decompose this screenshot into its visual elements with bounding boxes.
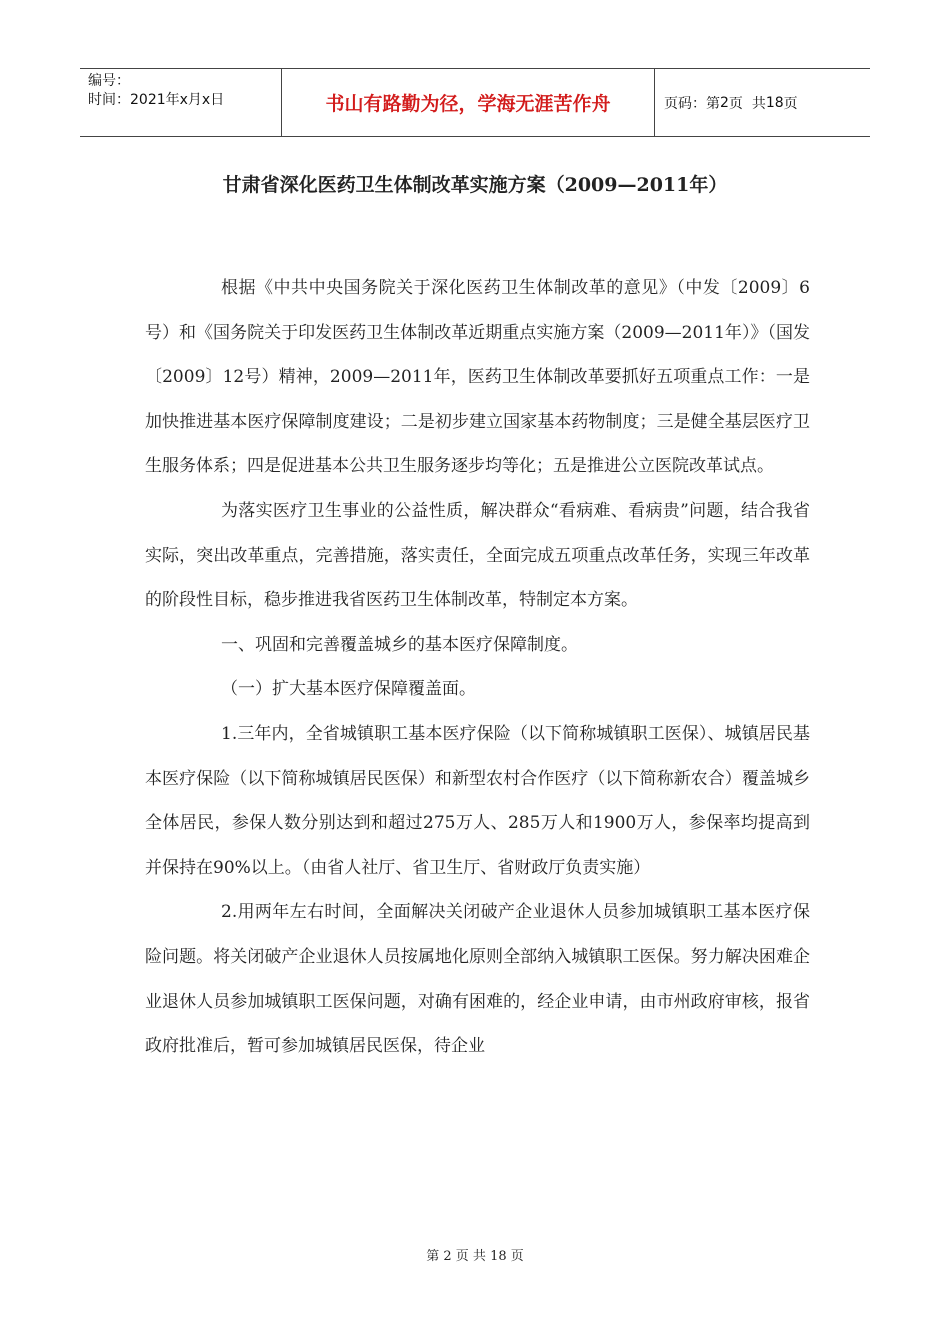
page-current: 2 <box>720 94 729 111</box>
subsection-heading: （一）扩大基本医疗保障覆盖面。 <box>221 679 476 700</box>
page-total: 18 <box>765 94 784 111</box>
footer-current: 2 <box>443 1249 452 1264</box>
document-title: 甘肃省深化医药卫生体制改革实施方案（2009—2011年） <box>222 174 728 196</box>
footer-suffix: 页 <box>506 1249 524 1264</box>
document-number-label: 编号： <box>88 73 130 89</box>
footer-mid: 页 共 <box>451 1249 491 1264</box>
page-footer <box>0 1245 950 1264</box>
document-body <box>145 266 810 1069</box>
page-suffix: 页 <box>783 95 798 112</box>
footer-prefix: 第 <box>426 1249 444 1264</box>
page-header <box>80 68 870 137</box>
paragraph: 根据《中共中央国务院关于深化医药卫生体制改革的意见》（中发〔2009〕6号）和《国务院关于印发医药卫生体制改革近期重点实施方案（2009—2011年）》（国发〔2009〕12号）精神，2009—2011年，医药卫生体制改革要抓好五项重点工作：一是加快推进基本医疗保障制度建设；二是初步建立国家基本药物制度；三是健全基层医疗卫生服务体系；四是促进基本公共卫生服务逐步均等化；五是推进公立医院改革试点。 <box>145 278 810 477</box>
document-time-label: 时间：2021年x月x日 <box>88 92 225 108</box>
page-label: 页码：第 <box>664 95 720 112</box>
paragraph: 为落实医疗卫生事业的公益性质，解决群众“看病难、看病贵”问题，结合我省实际，突出改革重点，完善措施，落实责任，全面完成五项重点改革任务，实现三年改革的阶段性目标，稳步推进我省医药卫生体制改革，特制定本方案。 <box>145 500 810 611</box>
paragraph: 2.用两年左右时间，全面解决关闭破产企业退休人员参加城镇职工基本医疗保险问题。将关闭破产企业退休人员按属地化原则全部纳入城镇职工医保。努力解决困难企业退休人员参加城镇职工医保问题，对确有困难的，经企业申请，由市州政府审核，报省政府批准后，暂可参加城镇居民医保，待企业 <box>145 902 810 1057</box>
footer-total: 18 <box>490 1249 507 1264</box>
paragraph: 1.三年内，全省城镇职工基本医疗保险（以下简称城镇职工医保）、城镇居民基本医疗保险（以下简称城镇居民医保）和新型农村合作医疗（以下简称新农合）覆盖城乡全体居民，参保人数分别达到和超过275万人、285万人和1900万人，参保率均提高到并保持在90%以上。（由省人社厅、省卫生厅、省财政厅负责实施） <box>145 723 810 878</box>
header-info <box>80 69 281 136</box>
header-motto <box>281 69 655 136</box>
header-page-info <box>655 69 870 136</box>
page-mid: 页 共 <box>728 95 766 112</box>
motto-text: 书山有路勤为径，学海无涯苦作舟 <box>325 93 611 115</box>
section-heading: 一、巩固和完善覆盖城乡的基本医疗保障制度。 <box>221 634 578 655</box>
